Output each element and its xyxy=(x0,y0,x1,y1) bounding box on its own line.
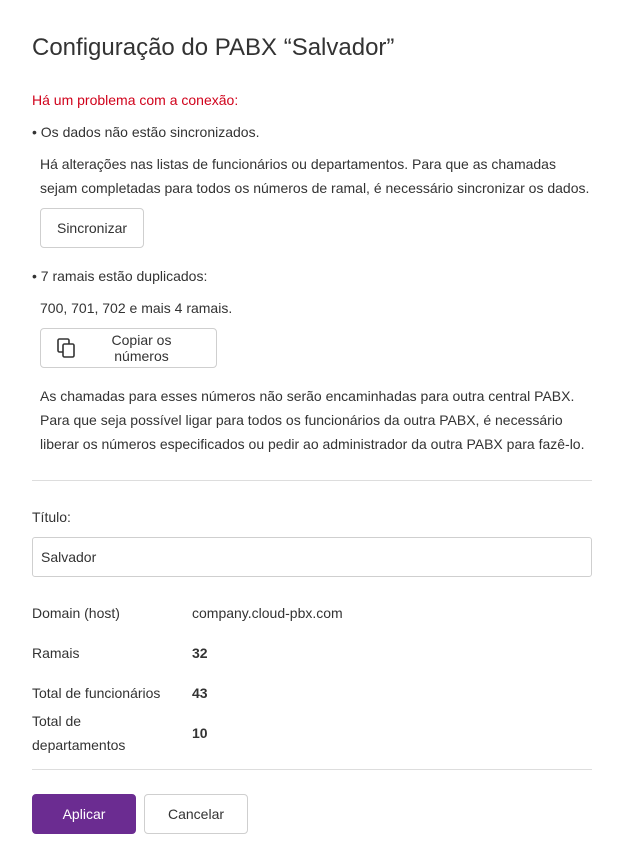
duplicate-issue-bullet: • 7 ramais estão duplicados: xyxy=(32,268,208,284)
sync-button-label: Sincronizar xyxy=(56,220,128,236)
sync-button[interactable] xyxy=(40,208,144,248)
copy-icon xyxy=(57,338,75,358)
connection-error-heading: Há um problema com a conexão: xyxy=(32,92,239,108)
duplicate-issue-description-line1: As chamadas para esses números não serão encaminhadas para outra central PABX. xyxy=(40,388,575,404)
sync-issue-bullet: • Os dados não estão sincronizados. xyxy=(32,124,260,140)
duplicate-issue-description-line2: Para que seja possível ligar para todos os funcionários da outra PABX, é necessário xyxy=(40,412,563,428)
cancel-button[interactable] xyxy=(144,794,248,834)
apply-button-label: Aplicar xyxy=(62,806,106,822)
domain-value: company.cloud-pbx.com xyxy=(192,605,343,621)
extensions-value: 32 xyxy=(192,645,208,661)
departments-label-line1: Total de xyxy=(32,713,82,729)
employees-value: 43 xyxy=(192,685,208,701)
title-field-label: Título: xyxy=(32,509,71,525)
title-input[interactable] xyxy=(32,537,592,577)
departments-value: 10 xyxy=(192,725,208,741)
extensions-label: Ramais xyxy=(32,645,80,661)
page-title: Configuração do PABX “Salvador” xyxy=(32,34,395,61)
section-divider xyxy=(32,480,592,481)
copy-numbers-button[interactable] xyxy=(40,328,217,368)
domain-label: Domain (host) xyxy=(32,605,120,621)
employees-label: Total de funcionários xyxy=(32,685,161,701)
duplicate-numbers-text: 700, 701, 702 e mais 4 ramais. xyxy=(40,300,233,316)
apply-button[interactable] xyxy=(32,794,136,834)
cancel-button-label: Cancelar xyxy=(167,806,225,822)
copy-numbers-button-label: Copiar os números xyxy=(111,332,172,364)
duplicate-issue-description-line3: liberar os números especificados ou pedir ao administrador da outra PABX para fazê-lo. xyxy=(40,436,585,452)
footer-divider xyxy=(32,769,592,770)
sync-issue-description-line2: sejam completadas para todos os números de ramal, é necessário sincronizar os dados. xyxy=(40,180,590,196)
departments-label-line2: departamentos xyxy=(32,737,126,753)
sync-issue-description-line1: Há alterações nas listas de funcionários ou departamentos. Para que as chamadas xyxy=(40,156,556,172)
